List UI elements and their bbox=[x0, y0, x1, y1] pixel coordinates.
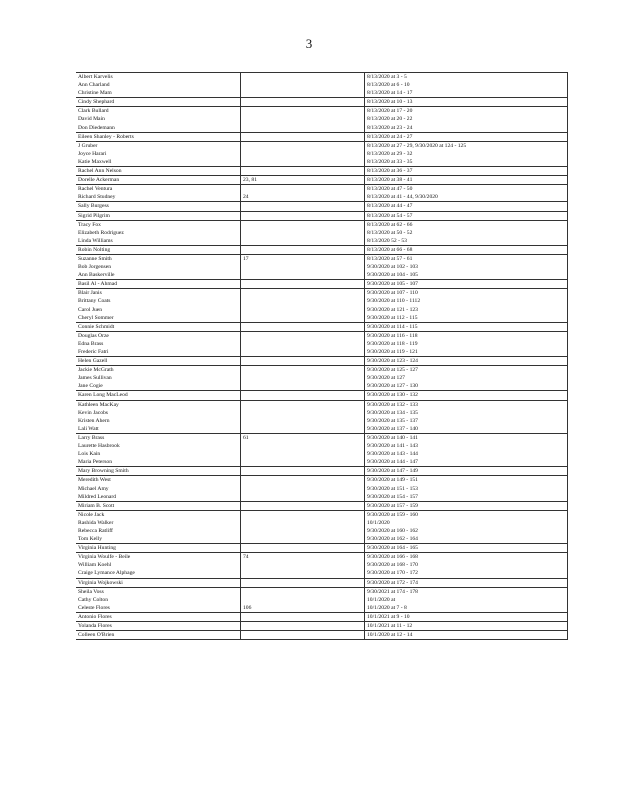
table-row bbox=[76, 185, 568, 194]
witness-name: Sally Burgess bbox=[76, 202, 241, 211]
transcript-dates: 9/30/2020 at 137 - 140 bbox=[365, 425, 568, 434]
exhibit-reference bbox=[241, 442, 365, 450]
table-row bbox=[76, 331, 568, 340]
exhibit-reference bbox=[241, 544, 365, 553]
exhibit-reference bbox=[241, 578, 365, 587]
witness-name: Laurette Hasbrook bbox=[78, 443, 120, 450]
transcript-dates: 9/30/2020 at 151 - 153 bbox=[365, 485, 568, 493]
witness-index-table bbox=[76, 72, 568, 640]
exhibit-reference bbox=[241, 280, 365, 289]
transcript-dates: 9/30/2020 at 166 - 168 bbox=[365, 553, 568, 562]
exhibit-reference: 106 bbox=[241, 604, 365, 613]
transcript-dates: 9/30/2020 at 140 - 141 bbox=[365, 433, 568, 442]
exhibit-reference bbox=[241, 535, 365, 544]
transcript-dates: 8/13/2020 at 36 - 37 bbox=[365, 167, 568, 176]
exhibit-reference bbox=[241, 409, 365, 417]
witness-index-body bbox=[76, 73, 568, 640]
witness-name: Rebecca Ratliff bbox=[78, 527, 113, 534]
witness-name: Nicole Jack bbox=[76, 510, 241, 519]
exhibit-reference: 24 bbox=[241, 193, 365, 202]
witness-name: Basil Al - Ahmad bbox=[76, 280, 241, 289]
transcript-dates: 9/30/2021 at 174 - 178 bbox=[365, 587, 568, 596]
exhibit-reference bbox=[241, 596, 365, 604]
table-row bbox=[76, 450, 568, 458]
exhibit-reference: 61 bbox=[241, 433, 365, 442]
witness-name: Elizabeth Rodriguez bbox=[78, 229, 124, 236]
table-row bbox=[76, 366, 568, 375]
transcript-dates: 9/30/2020 at 162 - 164 bbox=[365, 535, 568, 544]
witness-name: Ann Baskerville bbox=[78, 272, 115, 279]
transcript-dates: 9/30/2020 at 104 - 105 bbox=[365, 271, 568, 280]
witness-name: Robin Nolting bbox=[76, 245, 241, 254]
exhibit-reference bbox=[241, 493, 365, 502]
transcript-dates: 9/30/2020 at 134 - 135 bbox=[365, 409, 568, 417]
table-row bbox=[76, 409, 568, 417]
transcript-dates: 9/30/2020 at 143 - 144 bbox=[365, 450, 568, 458]
table-row bbox=[76, 519, 568, 527]
transcript-dates: 9/30/2020 at 147 - 149 bbox=[365, 467, 568, 476]
witness-name: Tracy Fox bbox=[76, 220, 241, 229]
witness-name: Miriam B. Scott bbox=[76, 501, 241, 510]
table-row bbox=[76, 107, 568, 116]
transcript-dates: 9/30/2020 at 107 - 110 bbox=[365, 289, 568, 298]
exhibit-reference: 23, 81 bbox=[241, 176, 365, 185]
transcript-dates: 8/13/2020 at 14 - 17 bbox=[365, 89, 568, 98]
transcript-dates: 8/13/2020 at 10 - 13 bbox=[365, 98, 568, 107]
table-row bbox=[76, 622, 568, 631]
transcript-dates: 9/30/2020 at 114 - 115 bbox=[365, 322, 568, 331]
transcript-dates: 9/30/2020 at 116 - 118 bbox=[365, 331, 568, 340]
witness-name: Eileen Shanley - Roberts bbox=[76, 132, 241, 141]
transcript-dates: 8/13/2020 at 54 - 57 bbox=[365, 211, 568, 220]
transcript-dates: 8/13/2020 at 62 - 66 bbox=[365, 220, 568, 229]
table-row bbox=[76, 348, 568, 357]
transcript-dates: 9/30/2020 at 118 - 119 bbox=[365, 340, 568, 348]
table-row bbox=[76, 202, 568, 211]
table-row bbox=[76, 553, 568, 562]
transcript-dates: 9/30/2020 at 119 - 121 bbox=[365, 348, 568, 357]
transcript-dates: 8/13/2020 at 50 - 52 bbox=[365, 229, 568, 237]
exhibit-reference bbox=[241, 476, 365, 485]
transcript-dates: 10/1/2020 at 12 - 14 bbox=[365, 631, 568, 640]
table-row bbox=[76, 458, 568, 467]
transcript-dates: 8/13/2020 at 44 - 47 bbox=[365, 202, 568, 211]
table-row bbox=[76, 115, 568, 123]
exhibit-reference bbox=[241, 357, 365, 366]
witness-name: Antonio Flores bbox=[76, 612, 241, 621]
exhibit-reference bbox=[241, 450, 365, 458]
exhibit-reference: 17 bbox=[241, 254, 365, 263]
witness-name: Virginia Hunting bbox=[76, 544, 241, 553]
transcript-dates: 9/30/2020 at 135 - 137 bbox=[365, 417, 568, 425]
exhibit-reference bbox=[241, 237, 365, 246]
witness-name: Joyce Harari bbox=[78, 150, 107, 157]
exhibit-reference bbox=[241, 73, 365, 82]
transcript-dates: 8/13/2020 at 23 - 24 bbox=[365, 124, 568, 133]
exhibit-reference bbox=[241, 485, 365, 493]
exhibit-reference bbox=[241, 158, 365, 167]
exhibit-reference bbox=[241, 220, 365, 229]
transcript-dates: 8/13/2020 52 - 53 bbox=[365, 237, 568, 246]
exhibit-reference bbox=[241, 314, 365, 323]
table-row bbox=[76, 263, 568, 271]
witness-name: Ann Charland bbox=[78, 82, 110, 89]
table-row bbox=[76, 544, 568, 553]
table-row bbox=[76, 340, 568, 348]
witness-name: Virginia Wojkowski bbox=[76, 578, 241, 587]
transcript-dates: 10/1/2020 at 7 - 8 bbox=[365, 604, 568, 613]
exhibit-reference bbox=[241, 391, 365, 400]
table-row bbox=[76, 141, 568, 150]
transcript-dates: 8/13/2020 at 29 - 32 bbox=[365, 150, 568, 158]
witness-name: Virginia Woulfe - Beile bbox=[76, 553, 241, 562]
exhibit-reference bbox=[241, 306, 365, 314]
table-row bbox=[76, 271, 568, 280]
transcript-dates: 9/30/2020 at 123 - 124 bbox=[365, 357, 568, 366]
transcript-dates: 9/30/2020 at 127 - 130 bbox=[365, 382, 568, 391]
exhibit-reference bbox=[241, 150, 365, 158]
table-row bbox=[76, 73, 568, 82]
exhibit-reference bbox=[241, 98, 365, 107]
witness-name: Albert Karvelis bbox=[76, 73, 241, 82]
exhibit-reference bbox=[241, 115, 365, 123]
witness-name: Douglas Orze bbox=[76, 331, 241, 340]
exhibit-reference bbox=[241, 382, 365, 391]
exhibit-reference bbox=[241, 348, 365, 357]
exhibit-reference bbox=[241, 202, 365, 211]
witness-name: Kristen Ahern bbox=[78, 417, 110, 424]
exhibit-reference bbox=[241, 322, 365, 331]
witness-name: William Koehl bbox=[78, 562, 112, 569]
transcript-dates: 9/30/2020 at 172 - 174 bbox=[365, 578, 568, 587]
table-row bbox=[76, 569, 568, 578]
table-row bbox=[76, 357, 568, 366]
witness-name: Kathleen MacKay bbox=[76, 400, 241, 409]
witness-name: Kevin Jacobs bbox=[78, 409, 108, 416]
witness-name: Katie Maxwell bbox=[78, 158, 112, 165]
transcript-dates: 9/30/2020 at 144 - 147 bbox=[365, 458, 568, 467]
witness-name: Carol Juen bbox=[78, 306, 103, 313]
witness-name: Frederic Fatri bbox=[78, 349, 109, 355]
witness-name: Tom Kelly bbox=[78, 536, 102, 543]
exhibit-reference bbox=[241, 141, 365, 150]
table-row bbox=[76, 391, 568, 400]
witness-name: Clark Bullard bbox=[76, 107, 241, 116]
table-row bbox=[76, 631, 568, 640]
witness-name: David Main bbox=[78, 116, 105, 123]
table-row bbox=[76, 400, 568, 409]
table-row bbox=[76, 220, 568, 229]
witness-name: Helen Gazell bbox=[76, 357, 241, 366]
exhibit-reference bbox=[241, 297, 365, 305]
exhibit-reference bbox=[241, 467, 365, 476]
exhibit-reference bbox=[241, 89, 365, 98]
witness-name: Sigrid Pilgrim bbox=[76, 211, 241, 220]
transcript-dates: 10/1/2021 at 11 - 12 bbox=[365, 622, 568, 631]
witness-name: Michael Amy bbox=[78, 485, 109, 492]
witness-name: Blair Janis bbox=[76, 289, 241, 298]
witness-name: Sheila Voss bbox=[76, 587, 241, 596]
table-row bbox=[76, 604, 568, 613]
transcript-dates: 9/30/2020 at 112 - 115 bbox=[365, 314, 568, 323]
transcript-dates: 9/30/2020 at 130 - 132 bbox=[365, 391, 568, 400]
witness-name: Meredith West bbox=[76, 476, 241, 485]
witness-name: Mildred Leonard bbox=[78, 493, 117, 500]
exhibit-reference bbox=[241, 211, 365, 220]
table-row bbox=[76, 510, 568, 519]
table-row bbox=[76, 561, 568, 569]
table-row bbox=[76, 124, 568, 133]
witness-name: Rachel Ventura bbox=[76, 185, 241, 194]
exhibit-reference bbox=[241, 400, 365, 409]
exhibit-reference bbox=[241, 612, 365, 621]
exhibit-reference bbox=[241, 331, 365, 340]
exhibit-reference bbox=[241, 245, 365, 254]
exhibit-reference bbox=[241, 81, 365, 89]
witness-name: Mary Browning Smith bbox=[76, 467, 241, 476]
transcript-dates: 8/13/2020 at 38 - 41 bbox=[365, 176, 568, 185]
transcript-dates: 8/13/2020 at 6 - 10 bbox=[365, 81, 568, 89]
witness-name: Cindy Shephard bbox=[76, 98, 241, 107]
exhibit-reference bbox=[241, 229, 365, 237]
transcript-dates: 9/30/2020 at 157 - 159 bbox=[365, 501, 568, 510]
exhibit-reference bbox=[241, 271, 365, 280]
witness-name: Larry Brass bbox=[76, 433, 241, 442]
table-row bbox=[76, 81, 568, 89]
witness-name: Connie Schmidt bbox=[76, 322, 241, 331]
table-row bbox=[76, 374, 568, 382]
witness-name: Rashida Walker bbox=[78, 519, 114, 526]
table-row bbox=[76, 417, 568, 425]
witness-name: Bob Jorgensen bbox=[78, 264, 111, 271]
witness-name: Rachel Ann Nelson bbox=[76, 167, 241, 176]
table-row bbox=[76, 132, 568, 141]
table-row bbox=[76, 98, 568, 107]
witness-name: Edna Brass bbox=[78, 340, 104, 347]
table-row bbox=[76, 306, 568, 314]
exhibit-reference bbox=[241, 374, 365, 382]
witness-name: Jane Cogie bbox=[78, 383, 103, 390]
table-row bbox=[76, 89, 568, 98]
exhibit-reference bbox=[241, 458, 365, 467]
witness-name: Don Diedemann bbox=[78, 124, 115, 131]
witness-name: J Gruber bbox=[76, 141, 241, 150]
table-row bbox=[76, 527, 568, 535]
table-row bbox=[76, 254, 568, 263]
exhibit-reference bbox=[241, 289, 365, 298]
table-row bbox=[76, 176, 568, 185]
witness-name: Dorelle Ackerman bbox=[76, 176, 241, 185]
witness-name: Linda Williams bbox=[78, 237, 113, 244]
table-row bbox=[76, 485, 568, 493]
witness-name: Yolanda Flores bbox=[76, 622, 241, 631]
transcript-dates: 9/30/2020 at 121 - 123 bbox=[365, 306, 568, 314]
exhibit-reference bbox=[241, 510, 365, 519]
table-row bbox=[76, 280, 568, 289]
witness-name: Karen Long MacLeod bbox=[76, 391, 241, 400]
witness-name: Maria Peterson bbox=[78, 459, 113, 466]
exhibit-reference: 74 bbox=[241, 553, 365, 562]
transcript-dates: 9/30/2020 at 127 bbox=[365, 374, 568, 382]
exhibit-reference bbox=[241, 132, 365, 141]
transcript-dates: 9/30/2020 at 159 - 160 bbox=[365, 510, 568, 519]
witness-name: Suzanne Smith bbox=[76, 254, 241, 263]
exhibit-reference bbox=[241, 167, 365, 176]
table-row bbox=[76, 596, 568, 604]
exhibit-reference bbox=[241, 587, 365, 596]
witness-name: Celeste Flores bbox=[78, 604, 110, 611]
transcript-dates: 8/13/2020 at 57 - 61 bbox=[365, 254, 568, 263]
exhibit-reference bbox=[241, 569, 365, 578]
table-row bbox=[76, 382, 568, 391]
table-row bbox=[76, 167, 568, 176]
exhibit-reference bbox=[241, 124, 365, 133]
exhibit-reference bbox=[241, 425, 365, 434]
witness-name: Craige Lymance Alphage bbox=[78, 570, 135, 577]
table-row bbox=[76, 150, 568, 158]
table-row bbox=[76, 476, 568, 485]
exhibit-reference bbox=[241, 527, 365, 535]
table-row bbox=[76, 158, 568, 167]
transcript-dates: 9/30/2020 at 132 - 133 bbox=[365, 400, 568, 409]
witness-name: Jackie McGrath bbox=[76, 366, 241, 375]
transcript-dates: 9/30/2020 at 141 - 143 bbox=[365, 442, 568, 450]
exhibit-reference bbox=[241, 519, 365, 527]
transcript-dates: 9/30/2020 at 160 - 162 bbox=[365, 527, 568, 535]
transcript-dates: 8/13/2020 at 20 - 22 bbox=[365, 115, 568, 123]
table-row bbox=[76, 322, 568, 331]
table-row bbox=[76, 297, 568, 305]
witness-name: Brittany Coats bbox=[78, 298, 111, 305]
transcript-dates: 9/30/2020 at 110 - 1112 bbox=[365, 297, 568, 305]
witness-name: Cheryl Sommer bbox=[78, 314, 114, 321]
transcript-dates: 9/30/2020 at 125 - 127 bbox=[365, 366, 568, 375]
transcript-dates: 10/1/2021 at 9 - 10 bbox=[365, 612, 568, 621]
table-row bbox=[76, 211, 568, 220]
exhibit-reference bbox=[241, 107, 365, 116]
witness-name: James Sullivan bbox=[78, 375, 112, 382]
table-row bbox=[76, 193, 568, 202]
table-row bbox=[76, 535, 568, 544]
table-row bbox=[76, 587, 568, 596]
table-row bbox=[76, 501, 568, 510]
transcript-dates: 9/30/2020 at 102 - 103 bbox=[365, 263, 568, 271]
transcript-dates: 8/13/2020 at 3 - 5 bbox=[365, 73, 568, 82]
transcript-dates: 9/30/2020 at 170 - 172 bbox=[365, 569, 568, 578]
witness-name: Lois Kain bbox=[78, 451, 101, 458]
transcript-dates: 8/13/2020 at 41 - 44, 9/30/2020 bbox=[365, 193, 568, 202]
exhibit-reference bbox=[241, 561, 365, 569]
transcript-dates: 9/30/2020 at 168 - 170 bbox=[365, 561, 568, 569]
transcript-dates: 9/30/2020 at 154 - 157 bbox=[365, 493, 568, 502]
exhibit-reference bbox=[241, 622, 365, 631]
transcript-dates: 8/13/2020 at 17 - 20 bbox=[365, 107, 568, 116]
table-row bbox=[76, 467, 568, 476]
table-row bbox=[76, 425, 568, 434]
witness-name: Cathy Colton bbox=[78, 596, 108, 603]
table-row bbox=[76, 493, 568, 502]
table-row bbox=[76, 245, 568, 254]
transcript-dates: 8/13/2020 at 47 - 50 bbox=[365, 185, 568, 194]
transcript-dates: 8/13/2020 at 24 - 27 bbox=[365, 132, 568, 141]
witness-name: Richard Studney bbox=[78, 194, 116, 201]
exhibit-reference bbox=[241, 263, 365, 271]
exhibit-reference bbox=[241, 501, 365, 510]
exhibit-reference bbox=[241, 185, 365, 194]
witness-name: Lali Watt bbox=[78, 425, 99, 432]
exhibit-reference bbox=[241, 631, 365, 640]
witness-name: Colleen O'Brien bbox=[76, 631, 241, 640]
transcript-dates: 8/13/2020 at 27 - 29, 9/30/2020 at 124 - 125 bbox=[365, 141, 568, 150]
table-row bbox=[76, 442, 568, 450]
transcript-dates: 9/30/2020 at 105 - 107 bbox=[365, 280, 568, 289]
table-row bbox=[76, 578, 568, 587]
exhibit-reference bbox=[241, 417, 365, 425]
transcript-dates: 9/30/2020 at 149 - 151 bbox=[365, 476, 568, 485]
table-row bbox=[76, 314, 568, 323]
table-row bbox=[76, 612, 568, 621]
exhibit-reference bbox=[241, 340, 365, 348]
transcript-dates: 9/30/2020 at 164 - 165 bbox=[365, 544, 568, 553]
transcript-dates: 10/1/2020 at bbox=[365, 596, 568, 604]
page-number: 3 bbox=[305, 36, 313, 51]
witness-name: Christine Mam bbox=[78, 90, 112, 97]
table-row bbox=[76, 237, 568, 246]
transcript-dates: 8/13/2020 at 33 - 35 bbox=[365, 158, 568, 167]
exhibit-reference bbox=[241, 366, 365, 375]
transcript-dates: 8/13/2020 at 66 - 68 bbox=[365, 245, 568, 254]
table-row bbox=[76, 229, 568, 237]
transcript-dates: 10/1/2020 bbox=[365, 519, 568, 527]
table-row bbox=[76, 289, 568, 298]
table-row bbox=[76, 433, 568, 442]
